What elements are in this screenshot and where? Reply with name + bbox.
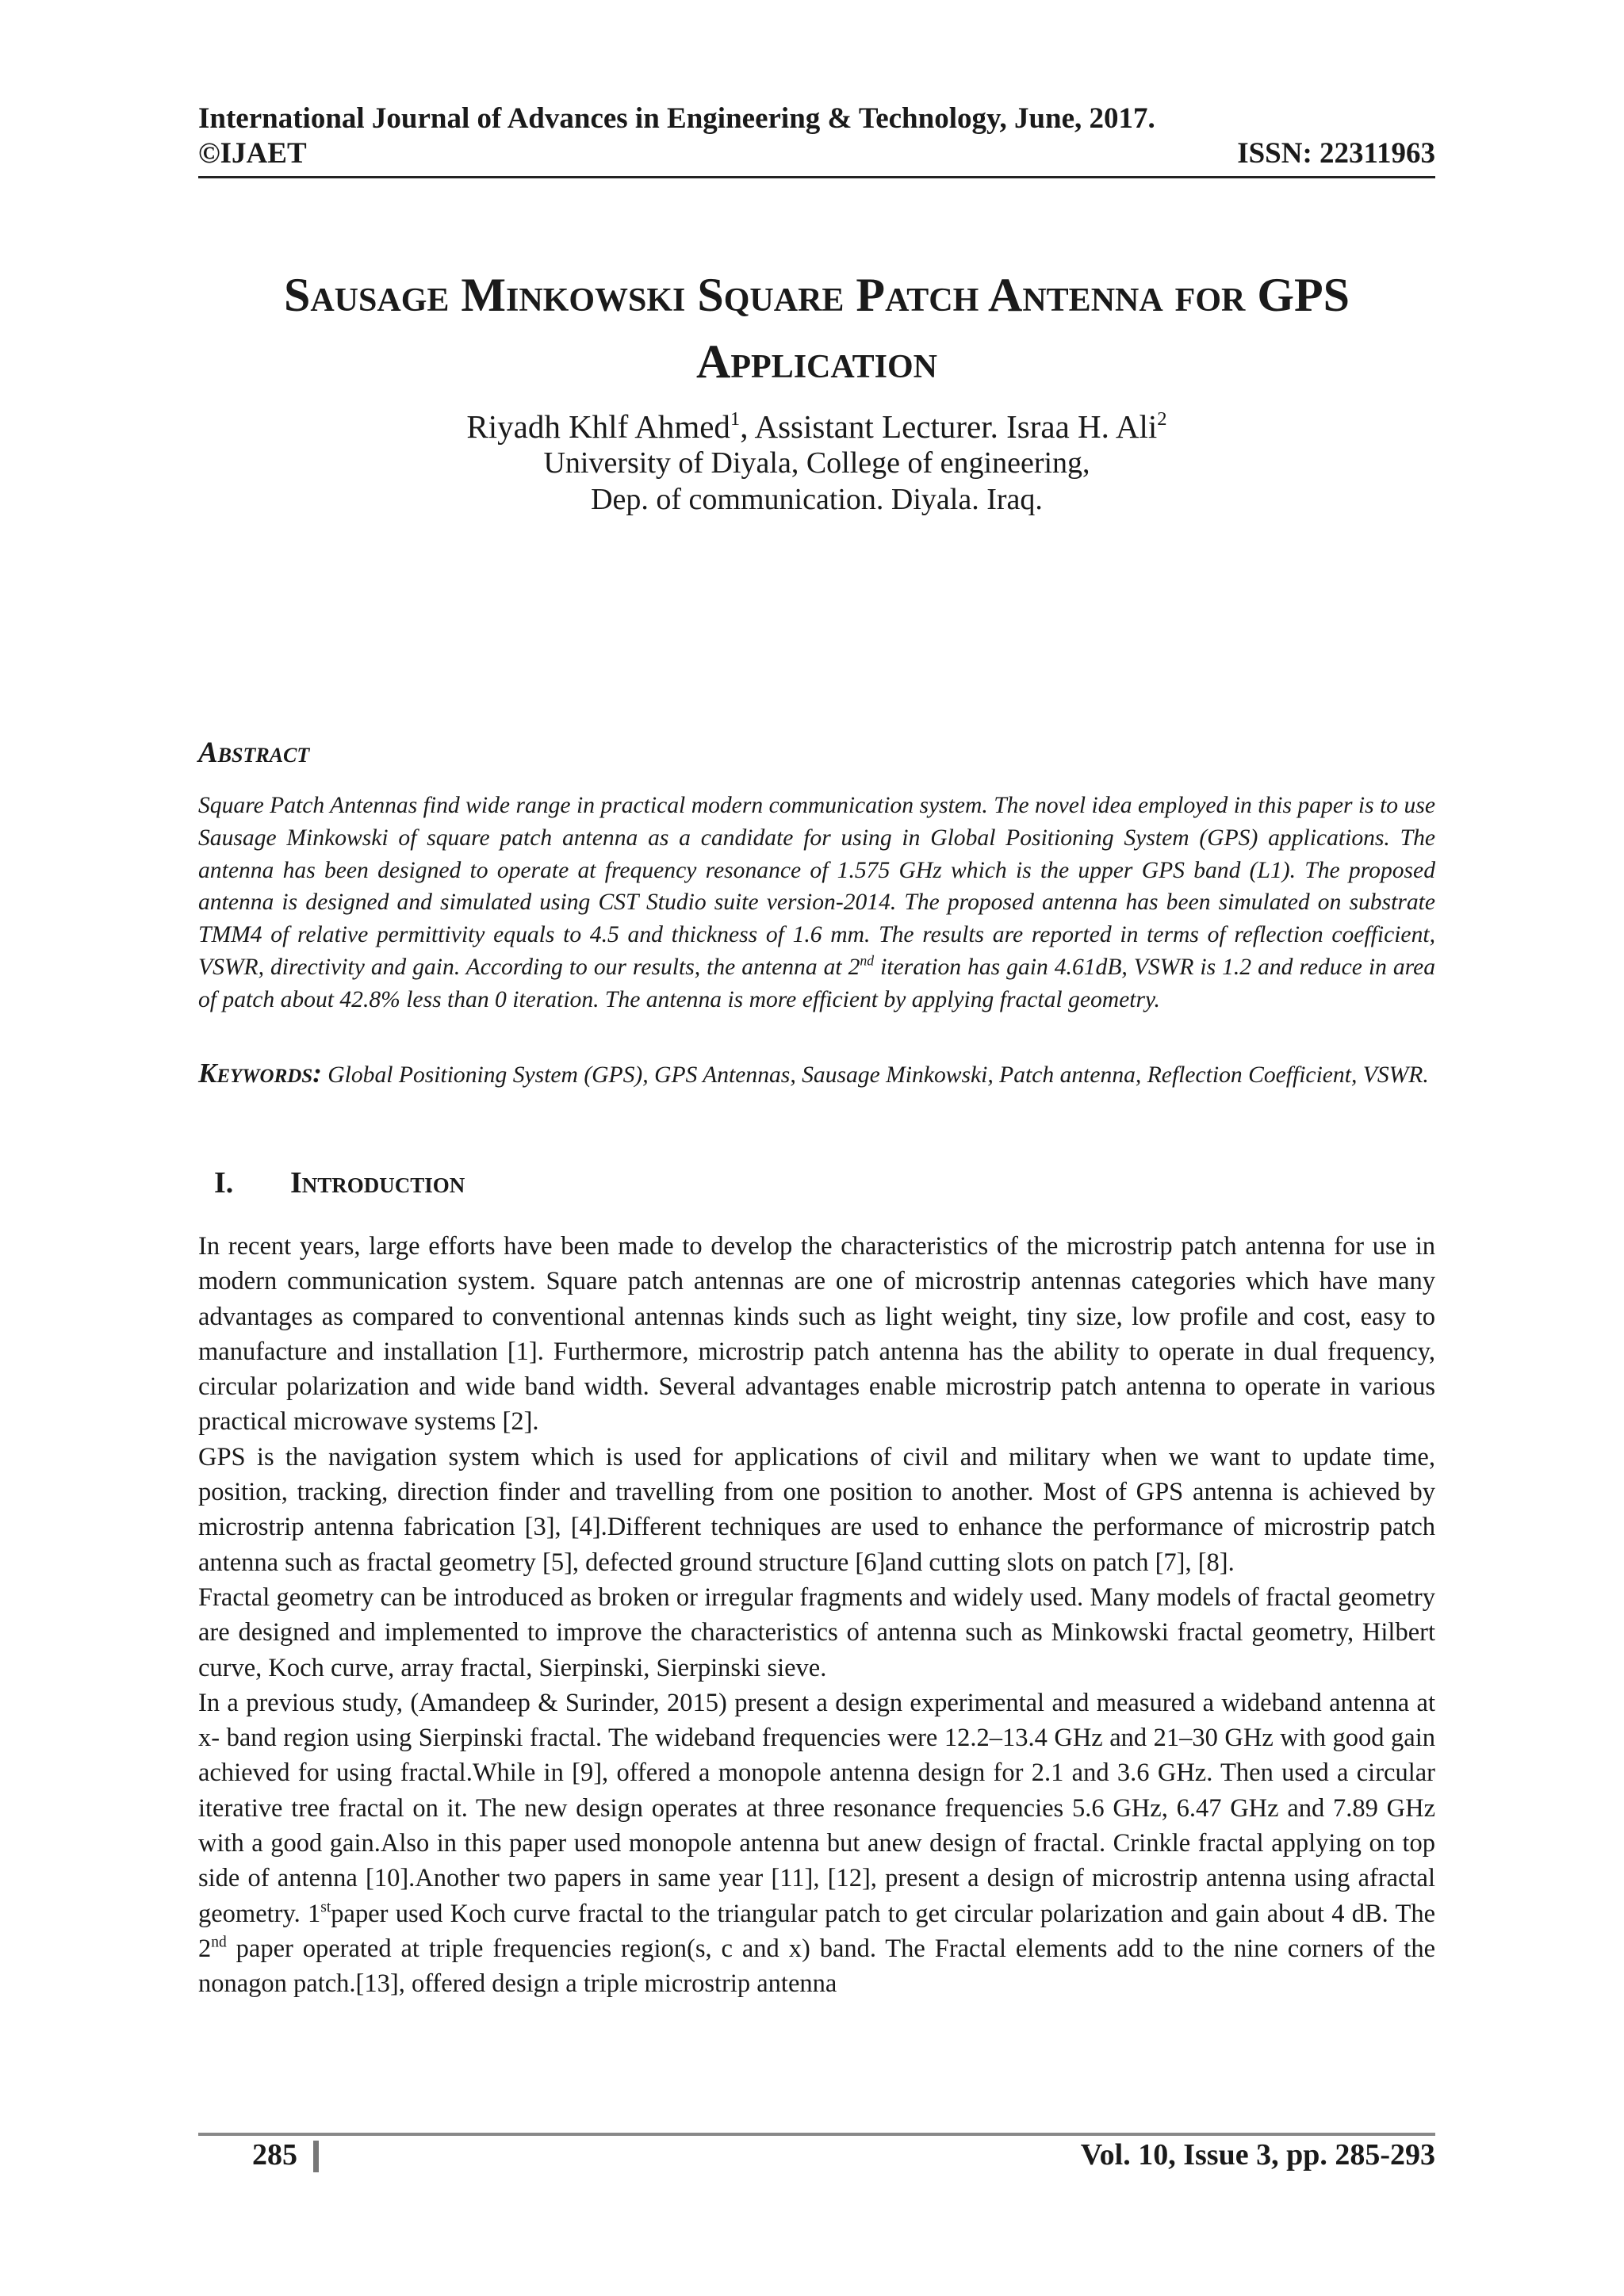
author-names xyxy=(198,408,1435,445)
author-2-affil: 2 xyxy=(1157,408,1167,430)
journal-name: International Journal of Advances in Engineering & Technology, June, 2017. xyxy=(198,102,1155,135)
paragraph-4 xyxy=(198,1686,1435,2002)
author-block xyxy=(198,408,1435,518)
affiliation-line-2: Dep. of communication. Diyala. Iraq. xyxy=(591,483,1043,516)
introduction-body xyxy=(198,1229,1435,2002)
page-number: 285 xyxy=(252,2138,297,2172)
abstract-part-1: Square Patch Antennas find wide range in practical modern communication system. The novel idea employed in this paper is to use Sausage Minkowski of square patch antenna as a candidate for using in Global Positioning System (GPS) applications. The antenna has been designed to operate at frequency resonance of 1.575 GHz which is the upper GPS band (L1). The proposed antenna is designed and simulated using CST Studio suite version-2014. The proposed antenna has been simulated on substrate TMM4 of relative permittivity equals to 4.5 and thickness of 1.6 mm. The results are reported in terms of reflection coefficient, VSWR, directivity and gain. According to our results, the antenna at 2 xyxy=(198,793,1435,980)
paragraph-4-part-a: In a previous study, (Amandeep & Surinder, 2015) present a design experimental and measured a wideband antenna at x- band region using Sierpinski fractal. The wideband frequencies were 12.2–13.4 GHz and 21–30 GHz with good gain achieved for using fractal.While in [9], offered a monopole antenna design for 2.1 and 3.6 GHz. Then used a circular iterative tree fractal on it. The new design operates at three resonance frequencies 5.6 GHz, 6.47 GHz and 7.89 GHz with a good gain.Also in this paper used monopole antenna but anew design of fractal. Crinkle fractal applying on top side of antenna [10].Another two papers in same year [11], [12], present a design of microstrip antenna using afractal geometry. 1 xyxy=(198,1688,1435,1928)
author-1-affil: 1 xyxy=(730,408,741,430)
title-line-1: Sausage Minkowski Square Patch Antenna for GPS xyxy=(283,269,1350,321)
author-2: Assistant Lecturer. Israa H. Ali xyxy=(754,408,1158,445)
keywords-text: Global Positioning System (GPS), GPS Antennas, Sausage Minkowski, Patch antenna, Reflection Coefficient, VSWR. xyxy=(321,1062,1429,1088)
running-header xyxy=(198,101,1435,171)
keywords-label: Keywords: xyxy=(198,1058,322,1089)
author-1: Riyadh Khlf Ahmed xyxy=(466,408,730,445)
footer-bar xyxy=(313,2141,319,2172)
paragraph-4-sup-2: nd xyxy=(211,1934,227,1951)
author-separator: , xyxy=(740,408,755,445)
affiliation-line-1: University of Diyala, College of engineering, xyxy=(543,446,1090,480)
paragraph-1: In recent years, large efforts have been made to develop the characteristics of the microstrip patch antenna for use in modern communication system. Square patch antennas are one of microstrip antennas categories which have many advantages as compared to conventional antennas kinds such as light weight, tiny size, low profile and cost, easy to manufacture and installation [1]. Furthermore, microstrip patch antenna has the ability to operate in dual frequency, circular polarization and wide band width. Several advantages enable microstrip patch antenna to operate in various practical microwave systems [2]. xyxy=(198,1232,1435,1437)
footer-divider xyxy=(198,2133,1435,2136)
paragraph-3: Fractal geometry can be introduced as broken or irregular fragments and widely used. Many models of fractal geometry are designed and implemented to improve the characteristics of antenna such as Minkowski fractal geometry, Hilbert curve, Koch curve, array fractal, Sierpinski, Sierpinski sieve. xyxy=(198,1582,1435,1682)
copyright-label: ©IJAET xyxy=(198,137,307,170)
volume-info: Vol. 10, Issue 3, pp. 285-293 xyxy=(1080,2138,1435,2172)
abstract-part-2: iteration has gain 4.61dB, VSWR is 1.2 and reduce in area of patch about 42.8% less than 0 iteration. The antenna is more efficient by applying fractal geometry. xyxy=(198,954,1435,1012)
paragraph-4-part-b: paper used Koch curve fractal to the triangular patch to get circular polarization and gain about 4 dB. The 2 xyxy=(198,1899,1436,1963)
header-divider xyxy=(198,176,1435,178)
paragraph-4-part-c: paper operated at triple frequencies region(s, c and x) band. The Fractal elements add to the nine corners of the nonagon patch.[13], offered design a triple microstrip antenna xyxy=(198,1934,1435,1999)
abstract-text xyxy=(198,790,1435,1016)
paragraph-2: GPS is the navigation system which is used for applications of civil and military when we want to update time, position, tracking, direction finder and travelling from one position to another. Most of GPS antenna is achieved by microstrip antenna fabrication [3], [4].Different techniques are used to enhance the performance of microstrip patch antenna such as fractal geometry [5], defected ground structure [6]and cutting slots on patch [7], [8]. xyxy=(198,1442,1435,1577)
paper-title xyxy=(198,262,1435,395)
section-title: Introduction xyxy=(290,1166,465,1200)
section-heading-introduction xyxy=(214,1165,465,1200)
issn-label: ISSN: 22311963 xyxy=(1237,137,1435,170)
abstract-sup: nd xyxy=(860,952,875,969)
title-line-2: Application xyxy=(696,335,937,388)
paragraph-4-sup-1: st xyxy=(320,1898,331,1915)
section-number: I. xyxy=(214,1166,234,1200)
abstract-heading: Abstract xyxy=(198,737,310,769)
keywords xyxy=(198,1058,1435,1092)
